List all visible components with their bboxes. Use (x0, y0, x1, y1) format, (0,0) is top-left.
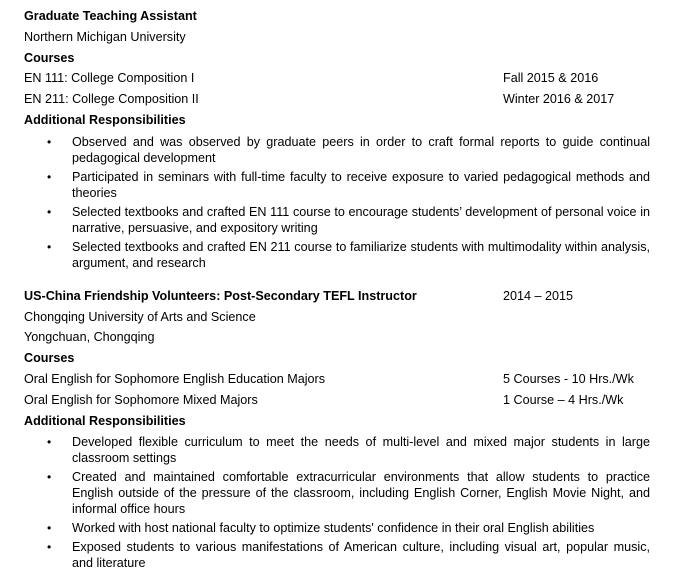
bullet-text: Observed and was observed by graduate peers in order to craft formal reports to guide continual pedagogical development (72, 134, 650, 165)
course-load: 5 Courses - 10 Hrs./Wk (503, 371, 634, 386)
list-item (24, 434, 650, 466)
responsibilities-heading: Additional Responsibilities (24, 413, 186, 428)
bullet-icon: • (47, 435, 52, 450)
list-item (24, 239, 650, 271)
course-name: EN 211: College Composition II (24, 92, 199, 107)
bullet-text: Selected textbooks and crafted EN 111 course to encourage students’ development of personal voice in narrative, persuasive, and expository writing (72, 204, 650, 235)
course-load: 1 Course – 4 Hrs./Wk (503, 392, 624, 407)
job-title: US-China Friendship Volunteers: Post-Secondary TEFL Instructor (24, 288, 417, 303)
course-row (24, 369, 664, 390)
bullet-icon: • (47, 239, 52, 254)
list-item (24, 469, 650, 517)
list-item (24, 204, 650, 236)
job-dates: 2014 – 2015 (503, 288, 574, 303)
course-name: Oral English for Sophomore English Education Majors (24, 371, 326, 386)
experience-section-gta (24, 6, 664, 271)
bullet-text: Participated in seminars with full-time faculty to receive exposure to varied pedagogical methods and theories (72, 169, 650, 200)
bullet-text: Worked with host national faculty to optimize students' confidence in their oral English abilities (72, 521, 595, 536)
list-item (24, 169, 650, 201)
course-name: Oral English for Sophomore Mixed Majors (24, 392, 258, 407)
courses-heading: Courses (24, 50, 75, 65)
list-item (24, 539, 650, 571)
bullet-icon: • (47, 204, 52, 219)
list-item (24, 134, 650, 166)
course-term: Fall 2015 & 2016 (503, 71, 599, 86)
experience-section-tefl (24, 286, 664, 572)
course-name: EN 111: College Composition I (24, 71, 195, 86)
responsibilities-list (24, 134, 664, 271)
bullet-text: Created and maintained comfortable extracurricular environments that allow students to practice English outside of the pressure of the classroom, including English Corner, English Movie Night, and informal office hours (72, 470, 650, 517)
course-row (24, 390, 664, 411)
course-row (24, 89, 664, 110)
course-row (24, 68, 664, 89)
bullet-icon: • (47, 169, 52, 184)
responsibilities-heading: Additional Responsibilities (24, 112, 186, 127)
bullet-icon: • (47, 134, 52, 149)
job-header (24, 6, 664, 27)
bullet-text: Selected textbooks and crafted EN 211 course to familiarize students with multimodality within analysis, argument, and research (72, 239, 650, 270)
organization-location: Yongchuan, Chongqing (24, 330, 155, 345)
course-term: Winter 2016 & 2017 (503, 92, 615, 107)
bullet-icon: • (47, 540, 52, 555)
responsibilities-list (24, 434, 664, 571)
job-title: Graduate Teaching Assistant (24, 9, 197, 23)
list-item (24, 520, 650, 536)
section-spacer (24, 273, 664, 286)
courses-heading: Courses (24, 351, 75, 366)
organization-name: Chongqing University of Arts and Science (24, 309, 256, 324)
bullet-icon: • (47, 521, 52, 536)
bullet-text: Exposed students to various manifestations of American culture, including visual art, popular music, and literature (72, 540, 650, 571)
job-header (24, 286, 664, 307)
organization-name: Northern Michigan University (24, 29, 186, 44)
bullet-icon: • (47, 470, 52, 485)
bullet-text: Developed flexible curriculum to meet the needs of multi-level and mixed major students in large classroom settings (72, 435, 650, 466)
